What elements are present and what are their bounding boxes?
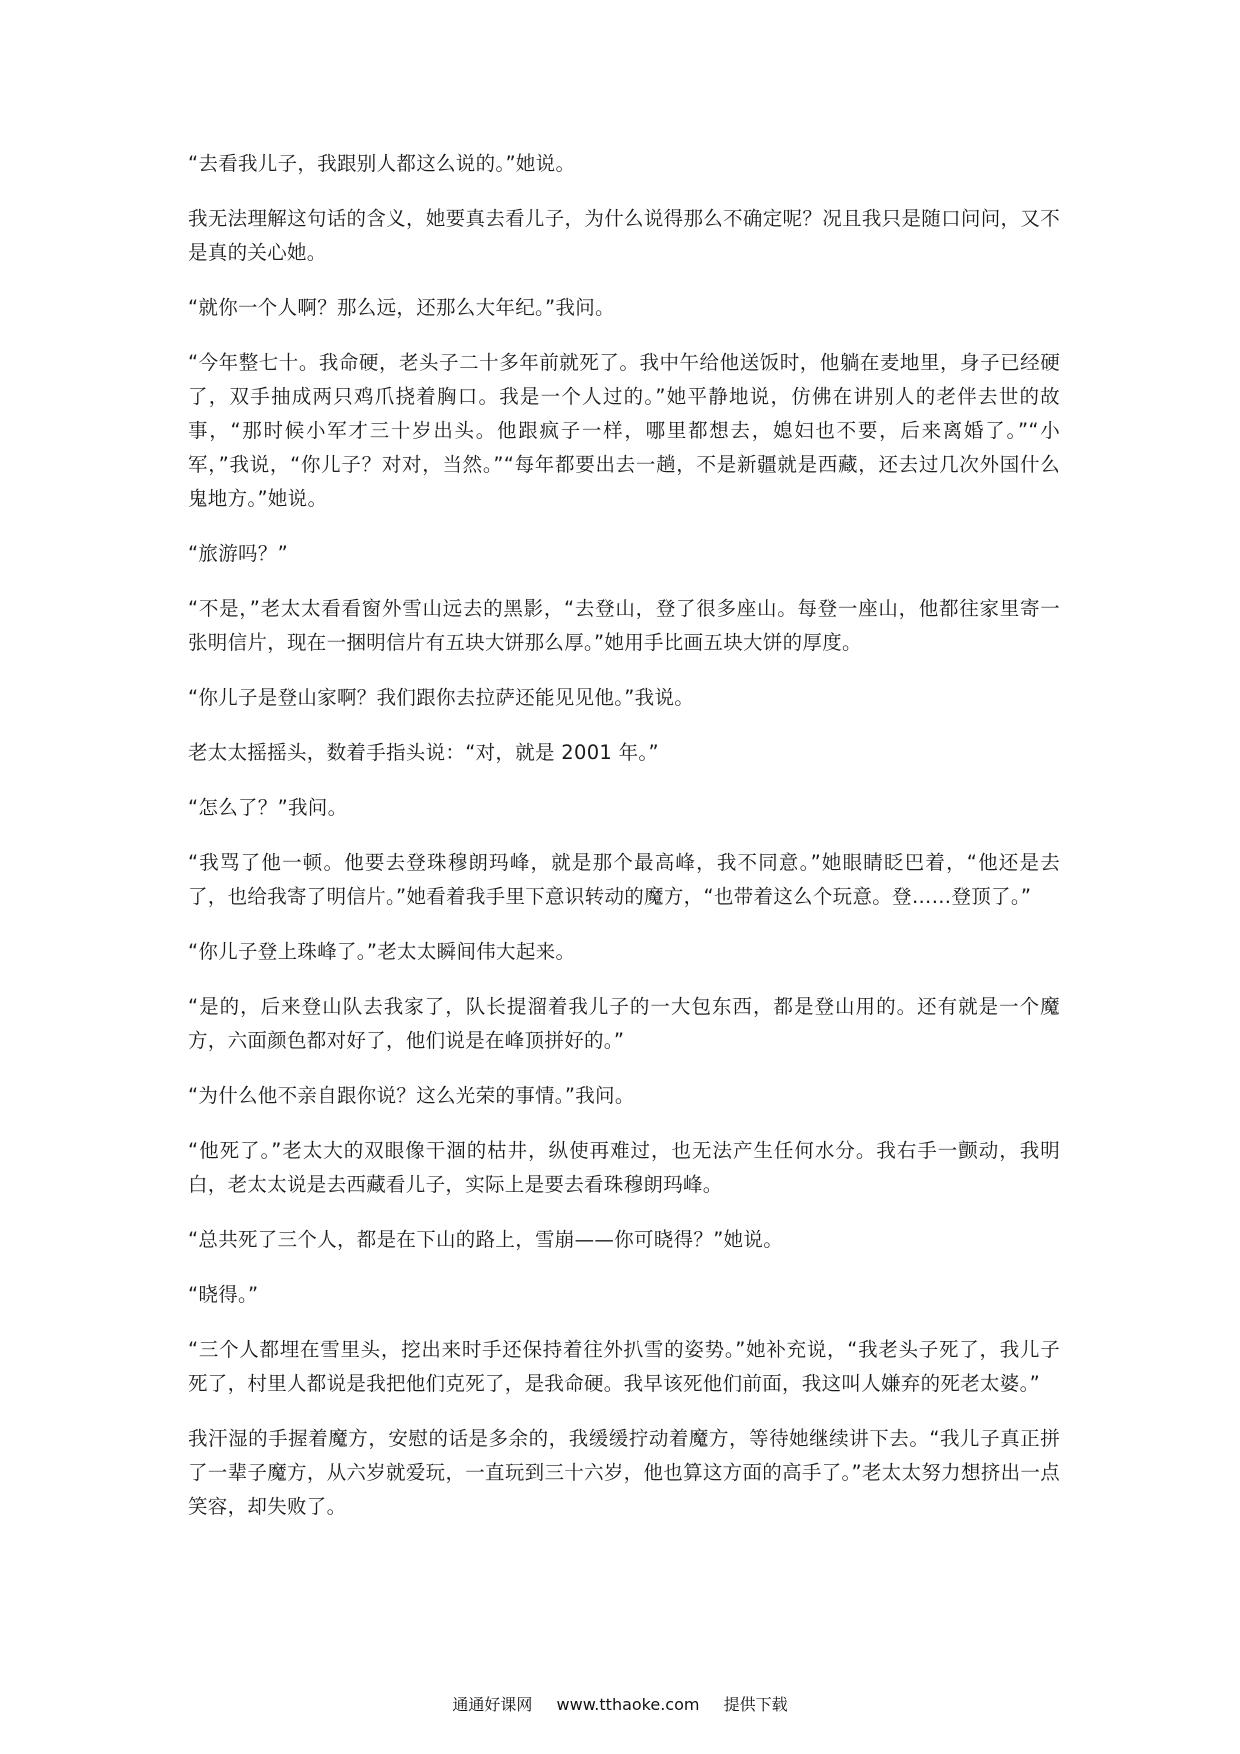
story-text [188,147,1060,1545]
paragraph-2: 我无法理解这句话的含义，她要真去看儿子，为什么说得那么不确定呢？况且我只是随口问问，又不是真的关心她。 [188,207,1060,264]
paragraph-7: “你儿子是登山家啊？我们跟你去拉萨还能见见他。”我说。 [188,686,695,709]
page-footer [0,1694,1240,1716]
paragraph-15: “总共死了三个人，都是在下山的路上，雪崩——你可晓得？”她说。 [188,1228,784,1251]
paragraph-13: “为什么他不亲自跟你说？这么光荣的事情。”我问。 [188,1084,635,1107]
paragraph-8: 老太太摇摇头，数着手指头说：“对，就是 2001 年。” [188,741,659,764]
paragraph-18: 我汗湿的手握着魔方，安慰的话是多余的，我缓缓拧动着魔方，等待她继续讲下去。“我儿子真正拼了一辈子魔方，从六岁就爱玩，一直玩到三十六岁，他也算这方面的高手了。”老太太努力想挤出一点笑容，却失败了。 [188,1427,1060,1518]
paragraph-1: “去看我儿子，我跟别人都这么说的。”她说。 [188,152,576,175]
footer-site-name: 通通好课网 [452,1695,533,1714]
paragraph-10: “我骂了他一顿。他要去登珠穆朗玛峰，就是那个最高峰，我不同意。”她眼睛眨巴着，“他还是去了，也给我寄了明信片。”她看着我手里下意识转动的魔方，“也带着这么个玩意。登……登顶了。” [188,851,1060,908]
paragraph-4: “今年整七十。我命硬，老头子二十多年前就死了。我中午给他送饭时，他躺在麦地里，身子已经硬了，双手抽成两只鸡爪挠着胸口。我是一个人过的。”她平静地说，仿佛在讲别人的老伴去世的故事，“那时候小军才三十岁出头。他跟疯子一样，哪里都想去，媳妇也不要，后来离婚了。”“小军，”我说，“你儿子？对对，当然。”“每年都要出去一趟，不是新疆就是西藏，还去过几次外国什么鬼地方。”她说。 [188,351,1060,510]
paragraph-11: “你儿子登上珠峰了。”老太太瞬间伟大起来。 [188,940,576,963]
paragraph-6: “不是，”老太太看看窗外雪山远去的黑影，“去登山，登了很多座山。每登一座山，他都往家里寄一张明信片，现在一捆明信片有五块大饼那么厚。”她用手比画五块大饼的厚度。 [188,597,1060,654]
paragraph-14: “他死了。”老太大的双眼像干涸的枯井，纵使再难过，也无法产生任何水分。我右手一颤动，我明白，老太太说是去西藏看儿子，实际上是要去看珠穆朗玛峰。 [188,1139,1060,1196]
paragraph-5: “旅游吗？” [188,542,289,565]
paragraph-12: “是的，后来登山队去我家了，队长提溜着我儿子的一大包东西，都是登山用的。还有就是一个魔方，六面颜色都对好了，他们说是在峰顶拼好的。” [188,995,1060,1052]
footer-url[interactable]: www.tthaoke.com [556,1695,700,1714]
paragraph-16: “晓得。” [188,1283,259,1306]
footer-note: 提供下载 [723,1695,788,1714]
paragraph-17: “三个人都埋在雪里头，挖出来时手还保持着往外扒雪的姿势。”她补充说，“我老头子死了，我儿子死了，村里人都说是我把他们克死了，是我命硬。我早该死他们前面，我这叫人嫌弃的死老太婆。” [188,1338,1060,1395]
paragraph-9: “怎么了？”我问。 [188,796,348,819]
paragraph-3: “就你一个人啊？那么远，还那么大年纪。”我问。 [188,296,615,319]
